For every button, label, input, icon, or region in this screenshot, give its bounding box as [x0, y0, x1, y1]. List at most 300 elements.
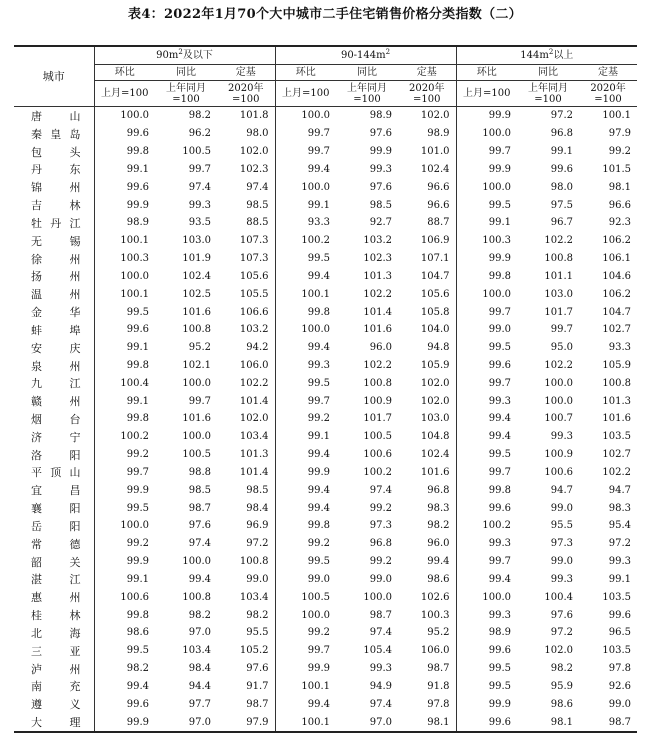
index-value-cell: 97.8: [427, 698, 450, 710]
index-value-cell: 103.0: [420, 413, 450, 425]
index-value-cell: 103.5: [602, 591, 632, 603]
sub-header-cell: 定基: [398, 65, 456, 81]
index-value-cell: 94.7: [550, 484, 574, 496]
base-header-cell: 上月=100: [456, 81, 517, 107]
index-value-cell: 99.7: [456, 374, 517, 392]
index-value-cell: 99.3: [550, 431, 574, 443]
index-value-cell: 99.8: [275, 303, 336, 321]
index-value-cell: 105.4: [363, 645, 393, 657]
index-value-cell: 99.8: [94, 357, 155, 375]
city-name-cell: 常德: [31, 537, 81, 551]
index-value-cell: 99.4: [275, 695, 336, 713]
index-value-cell: 100.6: [363, 449, 393, 461]
index-value-cell: 99.7: [275, 392, 336, 410]
index-value-cell: 99.7: [456, 143, 517, 161]
index-value-cell: 101.3: [363, 270, 393, 282]
index-value-cell: 101.5: [602, 163, 632, 175]
city-name-cell: 遵义: [31, 698, 81, 712]
index-value-cell: 97.0: [188, 627, 211, 639]
base-header-cell: 上月=100: [275, 81, 336, 107]
city-name-cell: 九江: [31, 377, 81, 391]
index-value-cell: 96.0: [369, 342, 393, 354]
index-value-cell: 100.0: [544, 377, 574, 389]
index-value-cell: 99.0: [550, 556, 574, 568]
index-value-cell: 99.9: [275, 464, 336, 482]
index-value-cell: 101.6: [420, 466, 450, 478]
index-value-cell: 99.4: [427, 556, 450, 568]
sub-header-cell: 同比: [336, 65, 398, 81]
index-value-cell: 105.6: [239, 270, 269, 282]
sub-header-cell: 环比: [456, 65, 517, 81]
index-value-cell: 93.5: [188, 217, 211, 229]
index-value-cell: 99.6: [456, 713, 517, 732]
index-value-cell: 101.3: [239, 449, 269, 461]
index-value-cell: 98.6: [550, 698, 574, 710]
index-value-cell: 99.7: [456, 553, 517, 571]
index-value-cell: 98.1: [608, 181, 632, 193]
index-value-cell: 96.2: [188, 128, 211, 140]
city-name-cell: 惠州: [31, 591, 81, 605]
index-value-cell: 94.2: [246, 342, 269, 354]
index-value-cell: 98.1: [517, 713, 579, 732]
index-value-cell: 96.8: [369, 538, 393, 550]
index-value-cell: 99.2: [369, 502, 393, 514]
table-header: [14, 46, 637, 107]
index-value-cell: 99.4: [275, 160, 336, 178]
index-value-cell: 102.0: [544, 645, 574, 657]
index-value-cell: 99.2: [608, 146, 632, 158]
index-value-cell: 105.2: [239, 645, 269, 657]
city-name-cell: 泉州: [31, 359, 81, 373]
table-row: [14, 250, 637, 268]
table-row: [14, 642, 637, 660]
index-value-cell: 96.0: [427, 538, 450, 550]
base-header-cell: 2020年=100: [590, 82, 626, 105]
index-value-cell: 100.8: [602, 377, 632, 389]
index-value-cell: 102.2: [239, 377, 269, 389]
index-value-cell: 99.7: [275, 642, 336, 660]
index-value-cell: 100.0: [94, 107, 155, 125]
index-value-cell: 100.5: [182, 449, 211, 461]
index-value-cell: 99.1: [94, 339, 155, 357]
index-value-cell: 100.0: [275, 321, 336, 339]
index-value-cell: 103.5: [602, 431, 632, 443]
city-name-cell: 徐州: [31, 252, 81, 266]
index-value-cell: 99.0: [550, 502, 574, 514]
table-row: [14, 678, 637, 696]
index-value-cell: 102.5: [182, 288, 211, 300]
index-value-cell: 97.5: [550, 199, 574, 211]
sub-header-cell: 环比: [94, 65, 155, 81]
table-row: [14, 303, 637, 321]
index-value-cell: 96.6: [427, 199, 450, 211]
table-row: [14, 571, 637, 589]
index-value-cell: 92.6: [608, 680, 632, 692]
index-value-cell: 99.8: [94, 606, 155, 624]
index-value-cell: 98.7: [427, 663, 450, 675]
index-value-cell: 95.5: [550, 520, 574, 532]
index-value-cell: 99.9: [456, 250, 517, 268]
city-name-cell: 三亚: [31, 644, 81, 658]
city-name-cell: 金华: [31, 306, 81, 320]
index-value-cell: 98.0: [550, 181, 574, 193]
city-name-cell: 大理: [14, 713, 94, 732]
index-value-cell: 100.0: [94, 267, 155, 285]
index-value-cell: 100.1: [275, 713, 336, 732]
index-value-cell: 99.6: [94, 125, 155, 143]
index-value-cell: 99.2: [275, 410, 336, 428]
city-name-cell: 扬州: [31, 270, 81, 284]
city-name-cell: 南充: [31, 680, 81, 694]
index-value-cell: 97.3: [369, 520, 393, 532]
index-value-cell: 104.6: [602, 270, 632, 282]
index-value-cell: 99.1: [94, 571, 155, 589]
index-value-cell: 98.7: [579, 713, 637, 732]
index-value-cell: 99.4: [275, 339, 336, 357]
index-value-cell: 99.5: [275, 374, 336, 392]
table-row: [14, 196, 637, 214]
index-value-cell: 98.5: [246, 199, 269, 211]
table-row: [14, 321, 637, 339]
table-row: [14, 339, 637, 357]
index-value-cell: 99.6: [94, 695, 155, 713]
city-name-cell: 无锡: [31, 234, 81, 248]
index-value-cell: 95.2: [188, 342, 211, 354]
index-value-cell: 99.5: [456, 446, 517, 464]
city-name-cell: 赣州: [31, 395, 81, 409]
index-value-cell: 101.0: [420, 146, 450, 158]
index-value-cell: 99.3: [456, 392, 517, 410]
index-value-cell: 104.8: [420, 431, 450, 443]
index-value-cell: 99.9: [94, 713, 155, 732]
table-body: [14, 107, 637, 732]
index-value-cell: 101.7: [544, 306, 574, 318]
index-value-cell: 97.4: [246, 181, 269, 193]
index-value-cell: 100.5: [363, 431, 393, 443]
table-row: [14, 374, 637, 392]
index-value-cell: 97.6: [369, 181, 393, 193]
index-value-cell: 99.4: [94, 678, 155, 696]
table-row: [14, 357, 637, 375]
index-value-cell: 93.3: [275, 214, 336, 232]
index-value-cell: 100.0: [275, 606, 336, 624]
city-name-cell: 泸州: [31, 662, 81, 676]
index-value-cell: 99.6: [608, 609, 632, 621]
index-value-cell: 98.5: [369, 199, 393, 211]
city-name-cell: 襄阳: [31, 502, 81, 516]
index-value-cell: 97.6: [246, 663, 269, 675]
index-value-cell: 107.3: [239, 235, 269, 247]
index-value-cell: 102.0: [239, 146, 269, 158]
index-value-cell: 98.4: [246, 502, 269, 514]
index-value-cell: 99.5: [94, 303, 155, 321]
city-name-cell: 宜昌: [31, 484, 81, 498]
index-value-cell: 97.8: [608, 663, 632, 675]
index-value-cell: 99.1: [456, 214, 517, 232]
table-row: [14, 392, 637, 410]
index-value-cell: 99.7: [456, 303, 517, 321]
index-value-cell: 99.3: [550, 573, 574, 585]
index-value-cell: 91.8: [427, 680, 450, 692]
index-value-cell: 99.7: [456, 464, 517, 482]
table-row: [14, 285, 637, 303]
group-header-large: $144m^2$以上: [456, 46, 637, 65]
index-value-cell: 99.5: [456, 196, 517, 214]
base-header-cell: 上年同月=100: [166, 82, 206, 105]
index-value-cell: 94.8: [427, 342, 450, 354]
index-value-cell: 100.4: [544, 591, 574, 603]
index-value-cell: 97.4: [369, 627, 393, 639]
table-row: [14, 553, 637, 571]
index-value-cell: 99.2: [369, 556, 393, 568]
index-value-cell: 102.3: [239, 163, 269, 175]
index-value-cell: 88.7: [427, 217, 450, 229]
index-value-cell: 98.2: [188, 609, 211, 621]
index-value-cell: 101.6: [602, 413, 632, 425]
index-value-cell: 101.3: [602, 395, 632, 407]
table-row: [14, 267, 637, 285]
base-header-cell: 上年同月=100: [528, 82, 569, 105]
index-value-cell: 97.0: [336, 713, 398, 732]
index-value-cell: 95.5: [246, 627, 269, 639]
index-value-cell: 107.1: [420, 253, 450, 265]
index-value-cell: 105.5: [239, 288, 269, 300]
index-value-cell: 97.6: [188, 520, 211, 532]
index-value-cell: 99.9: [456, 160, 517, 178]
index-value-cell: 99.5: [94, 642, 155, 660]
index-value-cell: 103.2: [239, 324, 269, 336]
index-value-cell: 100.3: [94, 250, 155, 268]
index-value-cell: 105.8: [420, 306, 450, 318]
base-header-cell: 2020年=100: [228, 82, 264, 105]
index-value-cell: 98.6: [427, 573, 450, 585]
index-value-cell: 100.0: [182, 377, 211, 389]
index-value-cell: 97.4: [369, 698, 393, 710]
sub-header-cell: 环比: [275, 65, 336, 81]
index-value-cell: 99.5: [456, 339, 517, 357]
table-row: [14, 695, 637, 713]
city-name-cell: 烟台: [31, 412, 81, 426]
index-value-cell: 103.5: [602, 645, 632, 657]
index-value-cell: 99.8: [275, 517, 336, 535]
sub-header-cell: 同比: [155, 65, 217, 81]
index-value-cell: 96.6: [427, 181, 450, 193]
index-value-cell: 99.4: [456, 428, 517, 446]
sub-header-cell: 同比: [517, 65, 579, 81]
index-value-cell: 97.4: [369, 484, 393, 496]
city-name-cell: 桂林: [31, 609, 81, 623]
table-row: [14, 606, 637, 624]
index-value-cell: 102.2: [544, 360, 574, 371]
city-name-cell: 温州: [31, 288, 81, 302]
index-value-cell: 99.1: [94, 392, 155, 410]
index-value-cell: 99.5: [275, 553, 336, 571]
index-value-cell: 92.3: [608, 217, 632, 229]
index-value-cell: 103.4: [182, 645, 211, 657]
index-value-cell: 99.8: [456, 481, 517, 499]
index-value-cell: 99.9: [275, 660, 336, 678]
index-value-cell: 100.6: [544, 466, 574, 478]
index-value-cell: 99.6: [456, 499, 517, 517]
table-row: [14, 446, 637, 464]
group-header-small: $90m^2$及以下: [94, 46, 275, 65]
index-value-cell: 100.2: [456, 517, 517, 535]
city-name-cell: 牡丹江: [31, 216, 81, 230]
index-value-cell: 101.9: [182, 253, 211, 265]
index-value-cell: 100.0: [544, 395, 574, 407]
index-value-cell: 101.4: [363, 306, 393, 318]
index-value-cell: 99.3: [456, 535, 517, 553]
index-value-cell: 99.0: [456, 321, 517, 339]
index-value-cell: 101.8: [217, 107, 275, 125]
index-value-cell: 102.4: [420, 449, 450, 461]
index-value-cell: 99.3: [188, 199, 211, 211]
index-value-cell: 99.4: [188, 573, 211, 585]
index-value-cell: 97.6: [369, 128, 393, 140]
index-value-cell: 101.4: [239, 395, 269, 407]
index-value-cell: 99.9: [94, 553, 155, 571]
index-value-cell: 104.7: [602, 306, 632, 318]
sub-header-cell: 定基: [217, 65, 275, 81]
index-value-cell: 99.6: [550, 163, 574, 175]
index-value-cell: 99.2: [94, 535, 155, 553]
index-value-cell: 102.6: [420, 591, 450, 603]
index-value-cell: 97.2: [246, 538, 269, 550]
index-value-cell: 98.9: [427, 128, 450, 140]
index-value-cell: 100.0: [182, 556, 211, 568]
index-value-cell: 102.7: [602, 449, 632, 461]
index-value-cell: 98.7: [246, 698, 269, 710]
index-value-cell: 99.9: [94, 196, 155, 214]
index-value-cell: 101.6: [182, 413, 211, 425]
index-value-cell: 99.3: [369, 163, 393, 175]
index-value-cell: 98.5: [246, 484, 269, 496]
table-row: [14, 428, 637, 446]
index-value-cell: 97.3: [550, 538, 574, 550]
table-row: [14, 624, 637, 642]
index-value-cell: 102.3: [363, 253, 393, 265]
index-value-cell: 100.1: [579, 107, 637, 125]
index-value-cell: 100.7: [544, 413, 574, 425]
index-value-cell: 106.2: [602, 288, 632, 300]
index-value-cell: 96.8: [550, 128, 574, 140]
city-name-cell: 北海: [31, 626, 81, 640]
index-value-cell: 103.0: [544, 288, 574, 300]
index-value-cell: 102.2: [602, 466, 632, 478]
index-value-cell: 100.1: [94, 232, 155, 250]
index-value-cell: 105.9: [602, 360, 632, 371]
index-value-cell: 100.0: [275, 107, 336, 125]
table-row: [14, 232, 637, 250]
index-value-cell: 99.0: [369, 573, 393, 585]
index-value-cell: 106.2: [602, 235, 632, 247]
index-value-cell: 99.1: [608, 573, 632, 585]
city-name-cell: 济宁: [31, 430, 81, 444]
index-value-cell: 94.9: [369, 680, 393, 692]
index-value-cell: 97.4: [188, 538, 211, 550]
index-value-cell: 106.1: [602, 253, 632, 265]
index-value-cell: 99.5: [275, 250, 336, 268]
city-name-cell: 湛江: [31, 573, 81, 587]
index-value-cell: 98.2: [155, 107, 217, 125]
index-value-cell: 97.2: [550, 627, 574, 639]
index-value-cell: 95.4: [608, 520, 632, 532]
city-column-header: 城市: [14, 46, 94, 107]
index-value-cell: 97.2: [517, 107, 579, 125]
index-value-cell: 105.6: [420, 288, 450, 300]
table-title: 表4：2022年1月70个大中城市二手住宅销售价格分类指数（二）: [128, 7, 522, 22]
index-value-cell: 103.2: [363, 235, 393, 247]
index-value-cell: 100.4: [94, 374, 155, 392]
index-value-cell: 94.4: [188, 680, 211, 692]
index-value-cell: 100.8: [182, 591, 211, 603]
city-name-cell: 平顶山: [31, 466, 81, 480]
index-value-cell: 98.8: [188, 466, 211, 478]
index-value-cell: 103.4: [239, 591, 269, 603]
index-value-cell: 102.0: [420, 377, 450, 389]
table-row: [14, 107, 637, 125]
price-index-table: [14, 45, 637, 733]
index-value-cell: 100.0: [275, 178, 336, 196]
index-value-cell: 102.4: [182, 270, 211, 282]
index-value-cell: 98.6: [94, 624, 155, 642]
index-value-cell: 98.4: [188, 663, 211, 675]
index-value-cell: 99.2: [275, 535, 336, 553]
index-value-cell: 98.2: [94, 660, 155, 678]
index-value-cell: 98.9: [94, 214, 155, 232]
index-value-cell: 93.3: [608, 342, 632, 354]
index-value-cell: 104.7: [420, 270, 450, 282]
index-value-cell: 95.0: [550, 342, 574, 354]
base-header-cell: 上月=100: [94, 81, 155, 107]
base-header-cell: 上年同月=100: [347, 82, 388, 105]
index-value-cell: 97.0: [155, 713, 217, 732]
index-value-cell: 98.9: [336, 107, 398, 125]
sub-header-row: [14, 65, 637, 81]
index-value-cell: 99.3: [608, 556, 632, 568]
index-value-cell: 98.9: [456, 624, 517, 642]
index-value-cell: 100.2: [363, 466, 393, 478]
index-value-cell: 99.0: [246, 573, 269, 585]
index-value-cell: 100.8: [363, 377, 393, 389]
index-value-cell: 99.4: [456, 410, 517, 428]
city-name-cell: 吉林: [31, 199, 81, 213]
base-header-row: [14, 81, 637, 107]
group-header-medium: $90-144m^2$: [275, 46, 456, 65]
index-value-cell: 101.6: [182, 306, 211, 318]
index-value-cell: 102.0: [239, 413, 269, 425]
city-name-cell: 锦州: [31, 181, 81, 195]
index-value-cell: 106.6: [239, 306, 269, 318]
index-value-cell: 99.3: [369, 663, 393, 675]
index-value-cell: 96.6: [608, 199, 632, 211]
table-row: [14, 713, 637, 732]
index-value-cell: 103.0: [182, 235, 211, 247]
city-name-cell: 秦皇岛: [31, 127, 81, 141]
index-value-cell: 99.7: [188, 163, 211, 175]
index-value-cell: 95.2: [427, 627, 450, 639]
index-value-cell: 99.6: [94, 178, 155, 196]
index-value-cell: 99.2: [275, 624, 336, 642]
city-name-cell: 岳阳: [31, 519, 81, 533]
index-value-cell: 100.0: [94, 517, 155, 535]
index-value-cell: 100.8: [239, 556, 269, 568]
index-value-cell: 99.7: [94, 464, 155, 482]
index-value-cell: 99.9: [456, 695, 517, 713]
index-value-cell: 99.1: [275, 428, 336, 446]
index-value-cell: 98.2: [246, 609, 269, 621]
index-value-cell: 99.6: [456, 642, 517, 660]
